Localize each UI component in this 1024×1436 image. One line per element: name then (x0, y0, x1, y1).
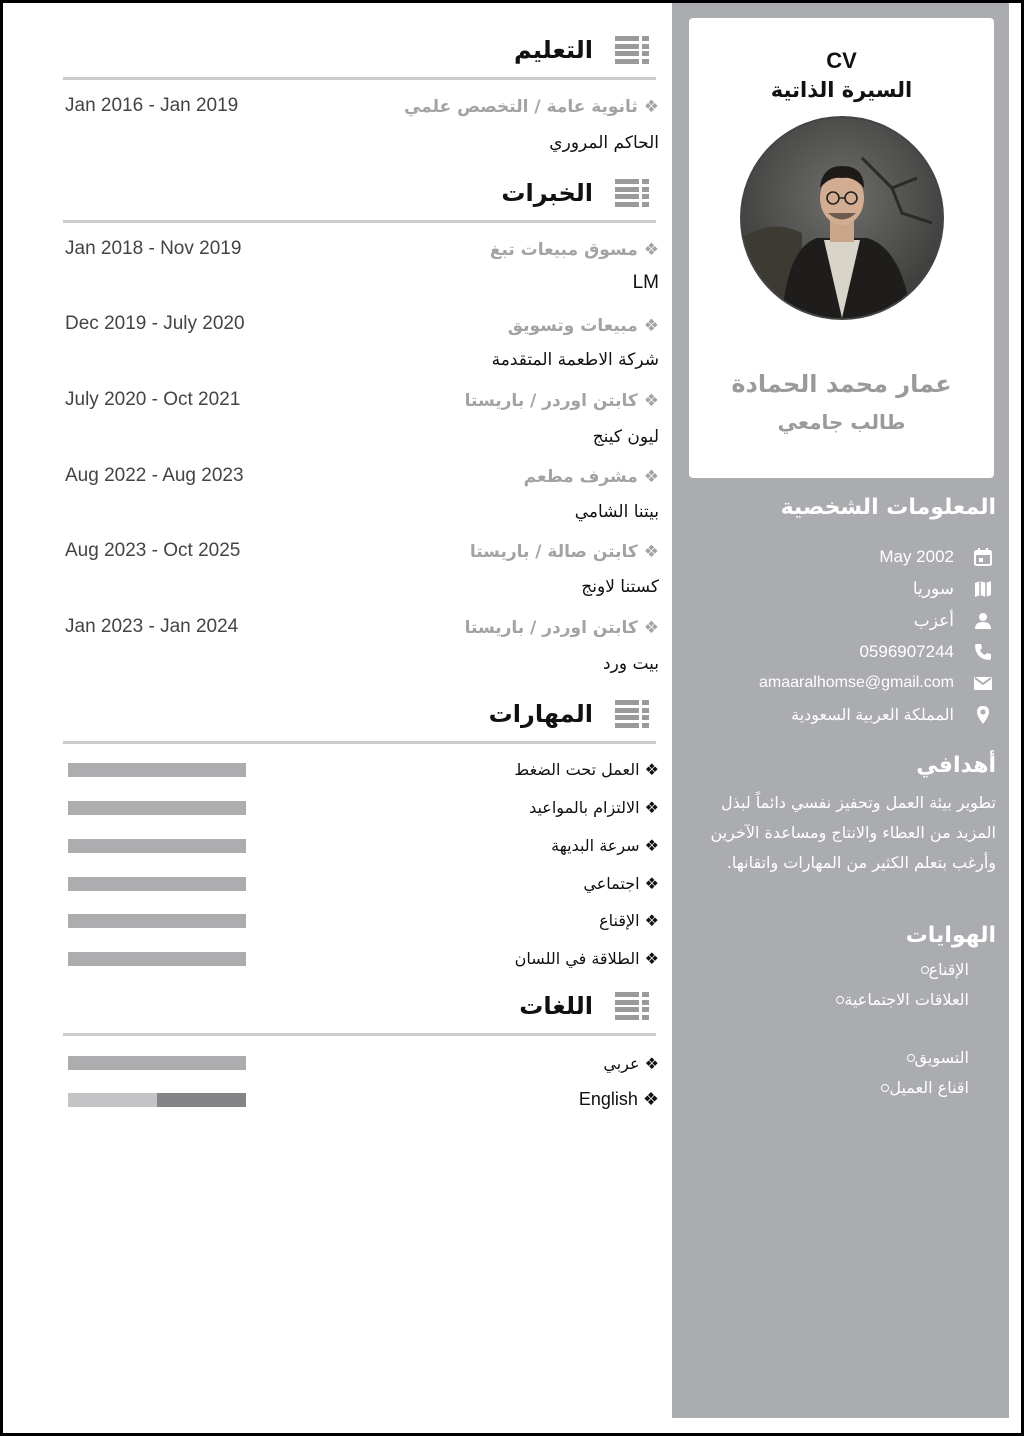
language-item: ❖ English (578, 1089, 659, 1109)
education-heading (514, 33, 649, 67)
sidebar (672, 3, 1009, 1418)
language-level-bar (68, 1093, 246, 1107)
experience-entry-date: Jan 2023 - Jan 2024 (65, 616, 239, 637)
job-title: طالب جامعي (777, 410, 906, 434)
location-value: المملكة العربية السعودية (791, 707, 954, 724)
info-phone (859, 638, 996, 666)
experience-entry-date: Aug 2022 - Aug 2023 (65, 465, 244, 486)
experience-entry-org: LM (632, 272, 659, 293)
list-icon (615, 700, 649, 728)
diamond-bullet-icon: ❖ (639, 836, 659, 855)
bullet-icon (921, 966, 929, 974)
location-pin-icon (970, 702, 996, 728)
experience-entry-title: ❖مبيعات وتسويق (507, 316, 659, 336)
language-level-bar (68, 1056, 246, 1070)
section-divider (63, 77, 656, 80)
nationality-value: سوريا (912, 579, 954, 598)
diamond-bullet-icon: ❖ (643, 240, 659, 260)
bullet-icon (836, 996, 844, 1004)
skill-item: ❖ العمل تحت الضغط (514, 760, 659, 779)
list-icon (615, 992, 649, 1020)
experience-entry-org: بيت ورد (603, 654, 659, 674)
diamond-bullet-icon: ❖ (643, 316, 659, 336)
person-icon (970, 608, 996, 634)
languages-heading (519, 989, 649, 1023)
cv-page (3, 3, 1021, 1433)
info-birthdate (879, 543, 996, 571)
goals-line: المزيد من العطاء والانتاج ومساعدة الآخرين (710, 823, 996, 842)
cv-subtitle: السيرة الذاتية (770, 78, 913, 102)
skill-item: ❖ الإقناع (599, 911, 659, 930)
skill-level-bar (68, 801, 246, 815)
experience-heading (501, 176, 649, 210)
skill-item: ❖ الالتزام بالمواعيد (529, 798, 659, 817)
goals-line: وأرغب بتعلم الكثير من المهارات واتقانها. (726, 853, 996, 872)
goals-heading: أهدافي (916, 753, 996, 778)
section-title: الخبرات (501, 179, 593, 207)
diamond-bullet-icon: ❖ (643, 542, 659, 562)
skill-item: ❖ اجتماعي (583, 874, 659, 893)
diamond-bullet-icon: ❖ (643, 391, 659, 411)
full-name: عمار محمد الحمادة (731, 370, 952, 398)
hobby-item: اقناع العميل (869, 1078, 969, 1097)
cv-label: CV (826, 48, 857, 73)
birthdate-value: May 2002 (879, 547, 954, 566)
email-icon (970, 670, 996, 696)
experience-entry-org: ليون كينج (592, 427, 659, 447)
goals-text (696, 788, 996, 878)
experience-entry-org: بيتنا الشامي (574, 502, 659, 522)
diamond-bullet-icon: ❖ (643, 618, 659, 638)
skill-level-bar (68, 914, 246, 928)
profile-photo (740, 116, 944, 320)
skill-level-bar (68, 839, 246, 853)
diamond-bullet-icon: ❖ (637, 1089, 659, 1109)
info-marital (914, 607, 996, 635)
education-entry-org: الحاكم المروري (549, 133, 659, 153)
diamond-bullet-icon: ❖ (643, 97, 659, 117)
diamond-bullet-icon: ❖ (639, 760, 659, 779)
list-icon (615, 179, 649, 207)
section-title: المهارات (488, 700, 593, 728)
experience-entry-title: ❖مشرف مطعم (523, 467, 659, 487)
diamond-bullet-icon: ❖ (639, 1054, 659, 1073)
section-title: اللغات (519, 992, 593, 1020)
hobby-item: العلاقات الاجتماعية (824, 990, 969, 1009)
diamond-bullet-icon: ❖ (639, 798, 659, 817)
section-divider (63, 220, 656, 223)
info-email (759, 669, 996, 697)
skill-level-bar (68, 952, 246, 966)
phone-value[interactable]: 0596907244 (859, 642, 954, 661)
experience-entry-org: كستنا لاونج (581, 577, 659, 597)
hobby-item: التسويق (895, 1048, 969, 1067)
experience-entry-org: شركة الاطعمة المتقدمة (491, 350, 659, 370)
experience-entry-title: ❖مسوق مبيعات تبغ (489, 240, 659, 260)
experience-entry-date: Dec 2019 - July 2020 (65, 313, 245, 334)
diamond-bullet-icon: ❖ (639, 874, 659, 893)
skill-level-bar (68, 877, 246, 891)
hobby-item: الإقناع (909, 960, 969, 979)
diamond-bullet-icon: ❖ (639, 911, 659, 930)
list-icon (615, 36, 649, 64)
info-location (791, 701, 996, 729)
bullet-icon (881, 1084, 889, 1092)
experience-entry-title: ❖كابتن اوردر / باريستا (464, 391, 659, 411)
section-title: التعليم (514, 36, 593, 64)
experience-entry-date: Jan 2018 - Nov 2019 (65, 238, 242, 259)
experience-entry-date: July 2020 - Oct 2021 (65, 389, 241, 410)
section-divider (63, 741, 656, 744)
info-nationality (913, 575, 996, 603)
education-entry-title: ❖ثانوية عامة / التخصص علمي (404, 97, 659, 117)
email-value[interactable]: amaaralhomse@gmail.com (759, 674, 954, 691)
education-entry-date: Jan 2016 - Jan 2019 (65, 95, 239, 116)
phone-icon (970, 639, 996, 665)
marital-value: أعزب (913, 611, 954, 630)
hobbies-heading: الهوايات (905, 923, 996, 948)
map-icon (970, 576, 996, 602)
experience-entry-title: ❖كابتن اوردر / باريستا (464, 618, 659, 638)
skill-item: ❖ سرعة البديهة (551, 836, 659, 855)
calendar-icon (970, 544, 996, 570)
skills-heading (489, 697, 649, 731)
goals-line: تطوير بيئة العمل وتحفيز نفسي دائماً لبذل (720, 793, 996, 812)
diamond-bullet-icon: ❖ (639, 949, 659, 968)
language-item: ❖ عربي (603, 1054, 659, 1073)
experience-entry-date: Aug 2023 - Oct 2025 (65, 540, 241, 561)
personal-info-heading: المعلومات الشخصية (780, 495, 996, 520)
profile-photo-illustration (742, 118, 942, 318)
profile-card (689, 18, 994, 478)
bullet-icon (907, 1054, 915, 1062)
skill-item: ❖ الطلاقة في اللسان (514, 949, 659, 968)
section-divider (63, 1033, 656, 1036)
skill-level-bar (68, 763, 246, 777)
experience-entry-title: ❖كابتن صالة / باريستا (469, 542, 659, 562)
diamond-bullet-icon: ❖ (643, 467, 659, 487)
